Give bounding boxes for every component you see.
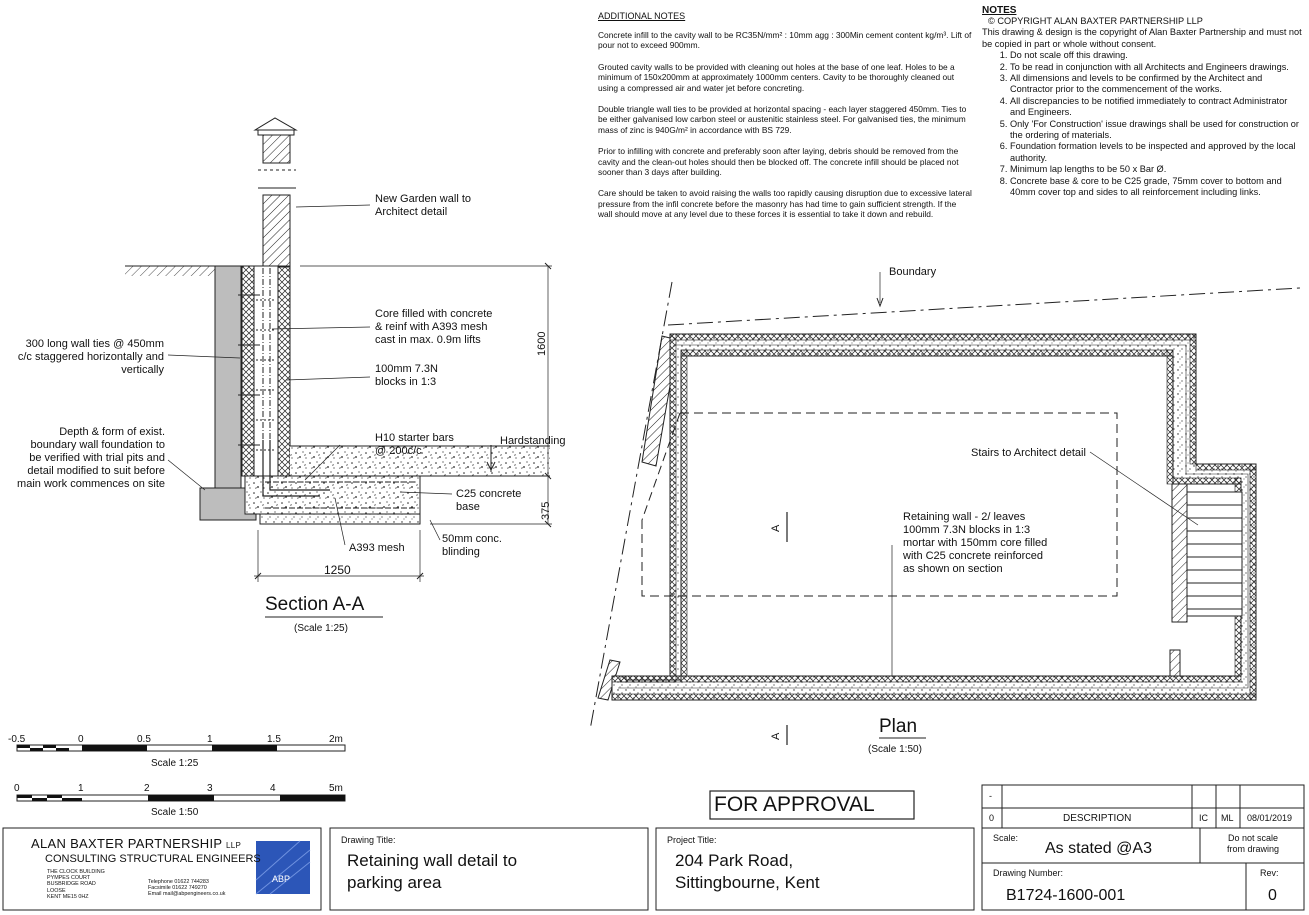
label-retaining-wall: Retaining wall - 2/ leaves 100mm 7.3N blocks in 1:3 mortar with 150mm core filled with C25 concrete reinforced as shown on section	[903, 511, 1048, 575]
drawing-title-label: Drawing Title:	[341, 835, 396, 845]
rev-blank: -	[989, 791, 992, 801]
section-mark-top: A	[770, 524, 782, 532]
note-item: 1. Do not scale off this drawing.	[1010, 50, 1304, 61]
section-mark-bottom: A	[770, 732, 782, 740]
dim-height: 1600	[536, 331, 548, 356]
note-paragraph: Grouted cavity walls to be provided with cleaning out holes at the base of one leaf. Holes to be a minimum of 150x200mm at approximately 1000mm centers. Cavity to be thoroughly cleaned out using a compressed air and water jet before concreting.	[598, 61, 955, 93]
scale-tick: 0	[78, 734, 84, 745]
label-garden-wall: New Garden wall to Architect detail	[375, 193, 471, 218]
label-base: C25 concrete base	[456, 488, 522, 513]
scale-value: As stated @A3	[1045, 840, 1152, 857]
scale-tick: 2m	[329, 734, 343, 745]
note-item: 6. Foundation formation levels to be inspected and approved by the local authority.	[1010, 141, 1304, 164]
scale-tick: 3	[207, 783, 213, 794]
note-paragraph: Care should be taken to avoid raising the walls too rapidly causing disruption due to excessive lateral pressure from the infil concrete before the masonry has had time to gain sufficient strength. If the wall should move at any level due to these forces it is essential to take it down and rebuild.	[598, 188, 972, 220]
rev-date: 08/01/2019	[1247, 813, 1293, 823]
company-sub: CONSULTING STRUCTURAL ENGINEERS	[45, 853, 261, 865]
note-item: 5. Only 'For Construction' issue drawings shall be used for construction or the ordering of materials.	[1010, 119, 1304, 142]
plan-drawing	[590, 272, 1300, 745]
rev-label: Rev:	[1260, 868, 1279, 878]
section-title: Section A-A	[265, 594, 365, 615]
additional-notes-body	[598, 30, 973, 231]
scale-bar-label: Scale 1:50	[151, 807, 199, 818]
scale-tick: 1.5	[267, 734, 281, 745]
scale-tick: 4	[270, 783, 276, 794]
drawing-title: Retaining wall detail to parking area	[347, 851, 518, 892]
logo-text: ABP	[272, 874, 291, 884]
scale-label: Scale:	[993, 833, 1019, 843]
label-core-filled: Core filled with concrete & reinf with A393 mesh cast in max. 0.9m lifts	[375, 308, 493, 346]
rev-number: 0	[989, 813, 995, 823]
note-item: 3. All dimensions and levels to be confirmed by the Architect and Contractor prior to the commencement of the works.	[1010, 73, 1304, 96]
notes-block	[982, 5, 1304, 199]
project-title-label: Project Title:	[667, 835, 717, 845]
project-title: 204 Park Road, Sittingbourne, Kent	[675, 851, 820, 892]
notes-heading: NOTES	[982, 5, 1017, 16]
label-blinding: 50mm conc. blinding	[442, 533, 502, 558]
copyright-line: © COPYRIGHT ALAN BAXTER PARTNERSHIP LLP	[988, 16, 1203, 26]
scale-tick: 1	[78, 783, 84, 794]
note-item: 4. All discrepancies to be notified immediately to contract Administrator and Engineers.	[1010, 96, 1304, 119]
scale-tick: 1	[207, 734, 213, 745]
label-depth-form: Depth & form of exist. boundary wall foundation to be verified with trial pits and detail modified to suit before main work commences on site	[17, 426, 165, 490]
label-wall-ties: 300 long wall ties @ 450mm c/c staggered horizontally and vertically	[17, 338, 164, 376]
dim-base-width: 1250	[324, 563, 351, 577]
scale-tick: -0.5	[8, 734, 26, 745]
plan-title: Plan	[879, 716, 918, 737]
scale-tick: 0.5	[137, 734, 151, 745]
drawing-number: B1724-1600-001	[1006, 887, 1126, 904]
approval-stamp: FOR APPROVAL	[714, 793, 875, 816]
company-contact: Telephone 01622 744283 Facsimile 01622 749270 Email mail@abpengineers.co.uk	[148, 879, 226, 898]
note-item: 2. To be read in conjunction with all Architects and Engineers drawings.	[1010, 62, 1304, 73]
plan-scale: (Scale 1:50)	[868, 744, 922, 755]
label-starter-bars: H10 starter bars @ 200c/c	[375, 432, 454, 457]
scale-bar-label: Scale 1:25	[151, 758, 199, 769]
label-hardstanding: Hardstanding	[500, 435, 566, 447]
scale-tick: 5m	[329, 783, 343, 794]
rev-value: 0	[1268, 887, 1277, 904]
label-mesh: A393 mesh	[349, 542, 405, 554]
notes-list	[982, 50, 1304, 198]
copyright-intro: This drawing & design is the copyright of Alan Baxter Partnership and must not be copied in part or whole without consent.	[982, 27, 1302, 49]
scale-tick: 2	[144, 783, 150, 794]
note-paragraph: Concrete infill to the cavity wall to be RC35N/mm² : 10mm agg : 300Min cement content kg/m³. Lift of pour not to exceed 900mm.	[598, 30, 972, 51]
note-item: 7. Minimum lap lengths to be 50 x Bar Ø.	[1010, 164, 1304, 175]
company-name: ALAN BAXTER PARTNERSHIP LLP	[31, 836, 242, 851]
note-paragraph: Prior to infilling with concrete and preferably soon after laying, debris should be removed from the cavity and the clean-out holes should then be blocked off. The concrete infill should be placed not sooner than 3 days after building.	[598, 146, 959, 178]
rev-chk: ML	[1221, 813, 1234, 823]
rev-by: IC	[1199, 813, 1208, 823]
label-boundary: Boundary	[889, 266, 937, 278]
additional-notes-heading: ADDITIONAL NOTES	[598, 11, 686, 21]
section-scale: (Scale 1:25)	[294, 623, 348, 634]
note-paragraph: Double triangle wall ties to be provided at horizontal spacing - each layer staggered 450mm. Ties to be either galvanised low carbon steel or austenitic stainless steel. For galvanised ties, the minimum mass of zinc is 940G/m² in accordance with BS 729.	[598, 104, 967, 135]
scale-tick: 0	[14, 783, 20, 794]
scale-note: Do not scale from drawing	[1226, 833, 1280, 854]
note-item: 8. Concrete base & core to be C25 grade, 75mm cover to bottom and 40mm cover top and sides to all reinforcement including links.	[1010, 176, 1304, 199]
rev-description-label: DESCRIPTION	[1063, 813, 1132, 824]
company-address: THE CLOCK BUILDING PYMPES COURT BUSBRIDGE ROAD LOOSE KENT ME15 0HZ	[47, 869, 105, 900]
label-stairs: Stairs to Architect detail	[971, 447, 1086, 459]
drawing-number-label: Drawing Number:	[993, 868, 1064, 878]
dim-base-depth: 375	[540, 501, 552, 520]
label-blocks: 100mm 7.3N blocks in 1:3	[375, 363, 438, 388]
scale-bar-graphics	[17, 745, 345, 801]
